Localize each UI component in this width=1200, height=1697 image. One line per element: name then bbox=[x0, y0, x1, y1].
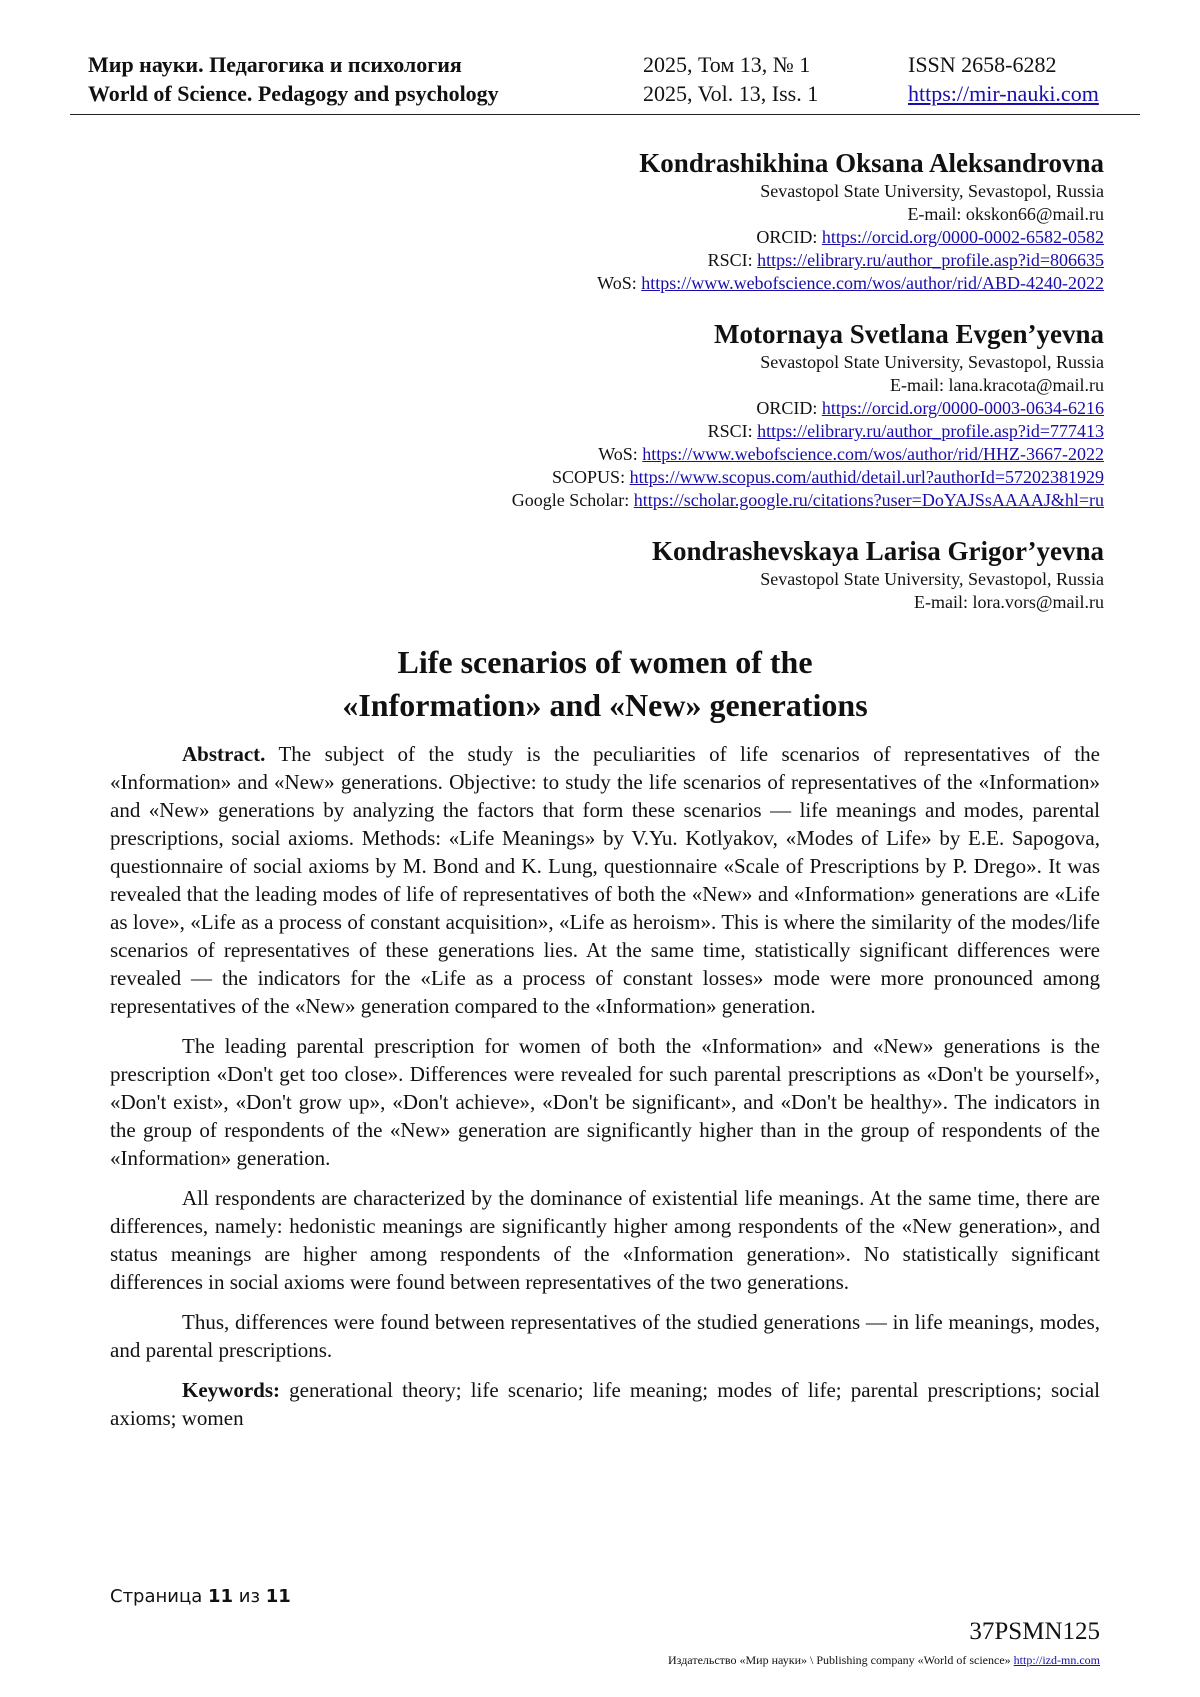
page-current: 11 bbox=[207, 1586, 234, 1607]
publisher-text: Издательство «Мир науки» \ Publishing company «World of science» bbox=[668, 1653, 1014, 1667]
journal-title-ru: Мир науки. Педагогика и психология bbox=[88, 52, 462, 77]
rsci-label: RSCI: bbox=[707, 250, 758, 270]
rsci-link[interactable]: https://elibrary.ru/author_profile.asp?id=777413 bbox=[757, 421, 1104, 441]
journal-site-link[interactable]: https://mir-nauki.com bbox=[908, 81, 1099, 106]
page-separator: из bbox=[233, 1586, 266, 1607]
issn: ISSN 2658-6282 bbox=[908, 52, 1057, 77]
orcid-link[interactable]: https://orcid.org/0000-0003-0634-6216 bbox=[821, 398, 1104, 418]
article-code: 37PSMN125 bbox=[969, 1618, 1100, 1645]
rsci-link[interactable]: https://elibrary.ru/author_profile.asp?id=806635 bbox=[757, 250, 1104, 270]
abstract-paragraph-3: All respondents are characterized by the dominance of existential life meanings. At the same time, there are differences, namely: hedonistic meanings are significantly higher among respondents of the «New generation», and status meanings are higher among respondents of the «Information generation». No statistically significant differences in social axioms were found between representatives of the two generations. bbox=[110, 1186, 1100, 1294]
orcid-label: ORCID: bbox=[756, 227, 822, 247]
author-name: Motornaya Svetlana Evgen’yevna bbox=[714, 319, 1104, 349]
wos-link[interactable]: https://www.webofscience.com/wos/author/rid/ABD-4240-2022 bbox=[641, 273, 1104, 293]
author-affiliation: Sevastopol State University, Sevastopol, Russia bbox=[760, 352, 1104, 372]
page-prefix: Страница bbox=[110, 1586, 208, 1607]
article-title bbox=[80, 641, 1130, 727]
wos-label: WoS: bbox=[598, 444, 643, 464]
author-name: Kondrashikhina Oksana Aleksandrovna bbox=[639, 148, 1104, 178]
journal-header bbox=[88, 50, 1124, 112]
issue-ru: 2025, Том 13, № 1 bbox=[643, 52, 811, 77]
author-email: E-mail: lora.vors@mail.ru bbox=[913, 592, 1104, 612]
title-line-2: «Information» and «New» generations bbox=[342, 687, 868, 723]
publisher-line bbox=[668, 1653, 1100, 1668]
wos-link[interactable]: https://www.webofscience.com/wos/author/rid/HHZ-3667-2022 bbox=[642, 444, 1104, 464]
scholar-label: Google Scholar: bbox=[511, 490, 634, 510]
title-line-1: Life scenarios of women of the bbox=[397, 644, 813, 680]
scopus-link[interactable]: https://www.scopus.com/authid/detail.url?authorId=57202381929 bbox=[629, 467, 1104, 487]
page-total: 11 bbox=[265, 1586, 291, 1607]
scopus-label: SCOPUS: bbox=[552, 467, 630, 487]
author-affiliation: Sevastopol State University, Sevastopol, Russia bbox=[760, 181, 1104, 201]
abstract-paragraph-4: Thus, differences were found between representatives of the studied generations — in life meanings, modes, and parental prescriptions. bbox=[110, 1310, 1100, 1362]
page-number bbox=[110, 1586, 291, 1607]
journal-title-en: World of Science. Pedagogy and psychology bbox=[88, 81, 499, 106]
author-email: E-mail: okskon66@mail.ru bbox=[907, 204, 1104, 224]
abstract-section bbox=[110, 740, 1100, 1444]
abstract-paragraph-1 bbox=[110, 740, 1100, 1020]
keywords-text: generational theory; life scenario; life meaning; modes of life; parental prescriptions; social axioms; women bbox=[110, 1378, 1100, 1430]
abstract-label: Abstract. bbox=[182, 742, 266, 766]
keywords-paragraph bbox=[110, 1376, 1100, 1432]
abstract-text: The subject of the study is the peculiarities of life scenarios of representatives of the «Information» and «New» generations. Objective: to study the life scenarios of representatives of the «Information» and «New» generations by analyzing the factors that form these scenarios — life meanings and modes, parental prescriptions, social axioms. Methods: «Life Meanings» by V.Yu. Kotlyakov, «Modes of Life» by E.E. Sapogova, questionnaire of social axioms by M. Bond and K. Lung, questionnaire «Scale of Prescriptions by P. Drego». It was revealed that the leading modes of life of representatives of both the «New» and «Information» generations are «Life as love», «Life as a process of constant acquisition», «Life as heroism». This is where the similarity of the modes/life scenarios of representatives of these generations lies. At the same time, statistically significant differences were revealed — the indicators for the «Life as a process of constant losses» mode were more pronounced among representatives of the «New» generation compared to the «Information» generation. bbox=[110, 742, 1100, 1018]
publisher-link[interactable]: http://izd-mn.com bbox=[1013, 1653, 1100, 1667]
keywords-label: Keywords: bbox=[182, 1378, 280, 1402]
author-affiliation: Sevastopol State University, Sevastopol, Russia bbox=[760, 569, 1104, 589]
header-divider bbox=[70, 114, 1140, 115]
abstract-paragraph-2: The leading parental prescription for women of both the «Information» and «New» generations is the prescription «Don't get too close». Differences were revealed for such parental prescriptions as «Don't be yourself», «Don't exist», «Don't grow up», «Don't achieve», «Don't be significant», and «Don't be healthy». The indicators in the group of respondents of the «New» generation are significantly higher than in the group of respondents of the «Information» generation. bbox=[110, 1034, 1100, 1170]
author-name: Kondrashevskaya Larisa Grigor’yevna bbox=[652, 536, 1104, 566]
author-1 bbox=[104, 146, 1104, 295]
wos-label: WoS: bbox=[597, 273, 642, 293]
authors-block bbox=[104, 146, 1104, 636]
author-email: E-mail: lana.kracota@mail.ru bbox=[890, 375, 1104, 395]
orcid-label: ORCID: bbox=[756, 398, 822, 418]
issue-en: 2025, Vol. 13, Iss. 1 bbox=[643, 81, 819, 106]
rsci-label: RSCI: bbox=[707, 421, 758, 441]
author-2 bbox=[104, 317, 1104, 512]
orcid-link[interactable]: https://orcid.org/0000-0002-6582-0582 bbox=[821, 227, 1104, 247]
scholar-link[interactable]: https://scholar.google.ru/citations?user=DoYAJSsAAAAJ&hl=ru bbox=[633, 490, 1104, 510]
author-3 bbox=[104, 534, 1104, 614]
